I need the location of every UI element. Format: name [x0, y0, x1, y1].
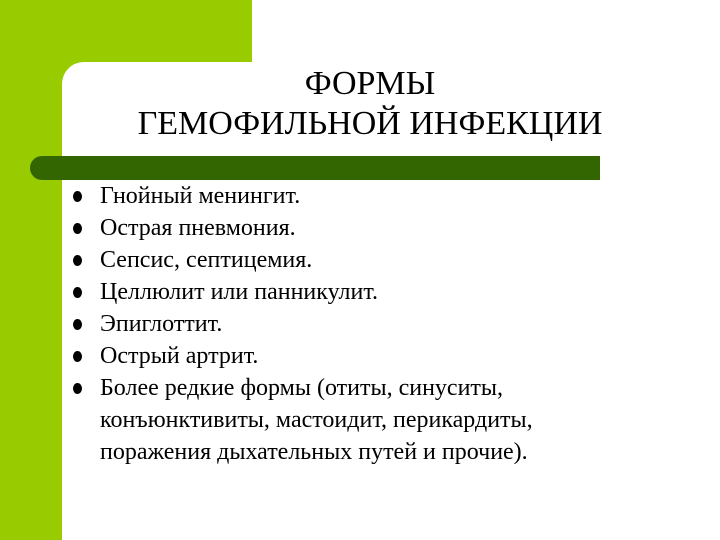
bullet-dot-icon [73, 223, 82, 234]
list-item-text: Острая пневмония. [100, 215, 296, 241]
list-item [73, 308, 693, 340]
list-item [73, 276, 693, 308]
bullet-dot-icon [73, 191, 82, 202]
list-item-text: Эпиглоттит. [100, 311, 223, 337]
bullet-dot-icon [73, 319, 82, 330]
list-item-text: Сепсис, септицемия. [100, 247, 313, 273]
slide-title-line-2: ГЕМОФИЛЬНОЙ ИНФЕКЦИИ [137, 105, 603, 142]
list-item-text-line-1: Более редкие формы (отиты, синуситы, [100, 375, 504, 401]
bullet-dot-icon [73, 255, 82, 266]
list-item [73, 212, 693, 244]
bullet-dot-icon [73, 287, 82, 298]
bullet-list [73, 180, 693, 468]
slide-title [80, 64, 660, 144]
list-item-text: Острый артрит. [100, 343, 259, 369]
list-item-text-line-2: конъюнктивиты, мастоидит, перикардиты, [100, 407, 533, 433]
list-item-text: Гнойный менингит. [100, 183, 301, 209]
bullet-dot-icon [73, 383, 82, 394]
list-item-text-line-3: поражения дыхательных путей и прочие). [100, 439, 528, 465]
list-item [73, 372, 693, 468]
list-item [73, 180, 693, 212]
slide-title-line-1: ФОРМЫ [304, 65, 436, 102]
title-divider-bar [30, 156, 600, 180]
bullet-dot-icon [73, 351, 82, 362]
list-item [73, 340, 693, 372]
list-item-text: Целлюлит или панникулит. [100, 279, 379, 305]
list-item [73, 244, 693, 276]
